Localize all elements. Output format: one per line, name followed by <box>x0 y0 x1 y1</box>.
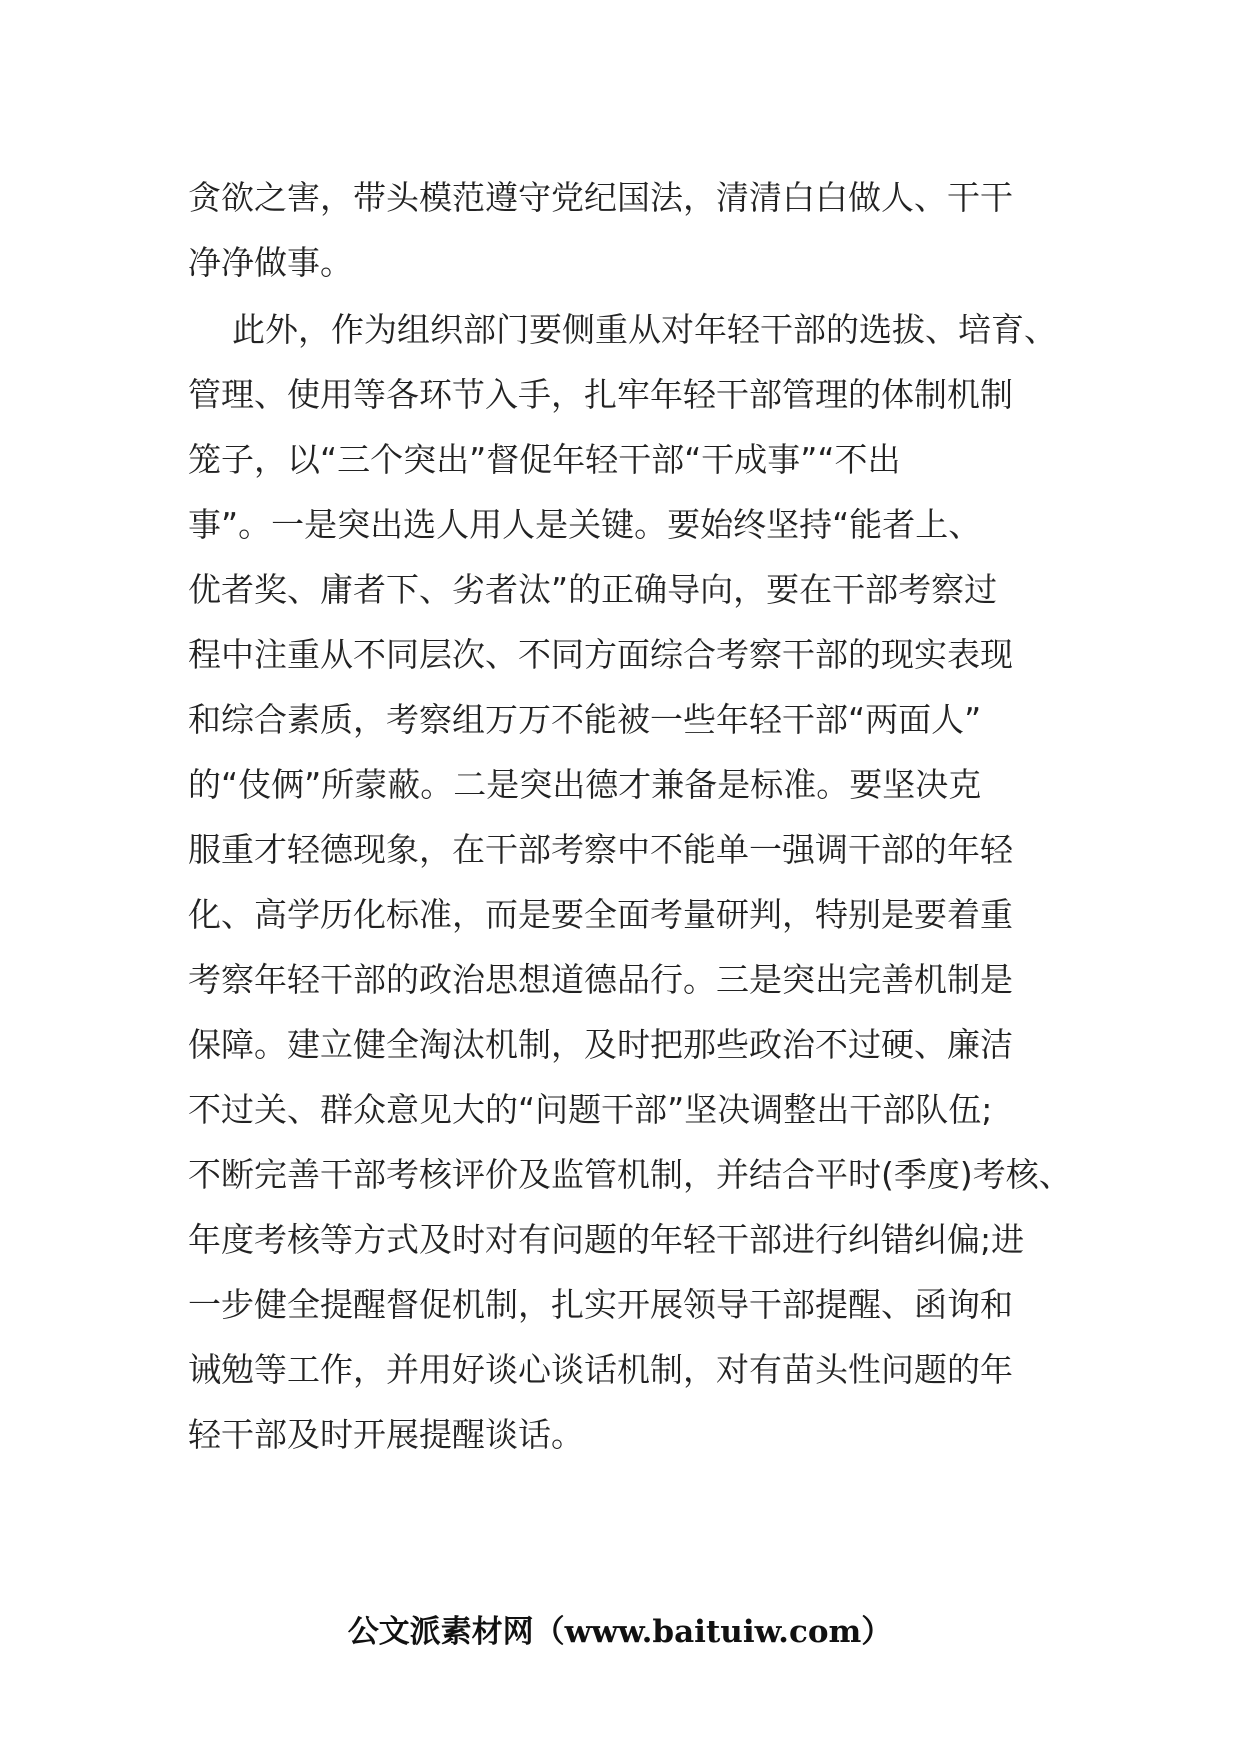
text-line: 的“伎俩”所蒙蔽。二是突出德才兼备是标准。要坚决克 <box>188 765 982 804</box>
text-line: 轻干部及时开展提醒谈话。 <box>188 1415 584 1454</box>
text-line: 此外，作为组织部门要侧重从对年轻干部的选拔、培育、 <box>232 310 1057 349</box>
text-line: 贪欲之害，带头模范遵守党纪国法，清清白白做人、干干 <box>188 178 1013 217</box>
text-line: 考察年轻干部的政治思想道德品行。三是突出完善机制是 <box>188 960 1013 999</box>
text-line: 保障。建立健全淘汰机制，及时把那些政治不过硬、廉洁 <box>188 1025 1013 1064</box>
text-line: 一步健全提醒督促机制，扎实开展领导干部提醒、函询和 <box>188 1285 1013 1324</box>
text-line: 管理、使用等各环节入手，扎牢年轻干部管理的体制机制 <box>188 375 1013 414</box>
text-line: 不过关、群众意见大的“问题干部”坚决调整出干部队伍; <box>188 1090 993 1129</box>
text-line: 程中注重从不同层次、不同方面综合考察干部的现实表现 <box>188 635 1013 674</box>
text-line: 笼子，以“三个突出”督促年轻干部“干成事”“不出 <box>188 440 901 479</box>
text-line: 诫勉等工作，并用好谈心谈话机制，对有苗头性问题的年 <box>188 1350 1013 1389</box>
text-line: 优者奖、庸者下、劣者汰”的正确导向，要在干部考察过 <box>188 570 998 609</box>
text-line: 年度考核等方式及时对有问题的年轻干部进行纠错纠偏;进 <box>188 1220 1025 1259</box>
text-line: 化、高学历化标准，而是要全面考量研判，特别是要着重 <box>188 895 1013 934</box>
text-line: 和综合素质，考察组万万不能被一些年轻干部“两面人” <box>188 700 982 739</box>
text-line: 净净做事。 <box>188 243 353 282</box>
text-line: 事”。一是突出选人用人是关键。要始终坚持“能者上、 <box>188 505 982 544</box>
text-line: 服重才轻德现象，在干部考察中不能单一强调干部的年轻 <box>188 830 1013 869</box>
footer-source-credit: 公文派素材网（www.baituiw.com） <box>347 1614 893 1650</box>
text-line: 不断完善干部考核评价及监管机制，并结合平时(季度)考核、 <box>188 1155 1072 1194</box>
paragraph-2 <box>188 297 1088 1467</box>
paragraph-1 <box>188 165 1088 295</box>
